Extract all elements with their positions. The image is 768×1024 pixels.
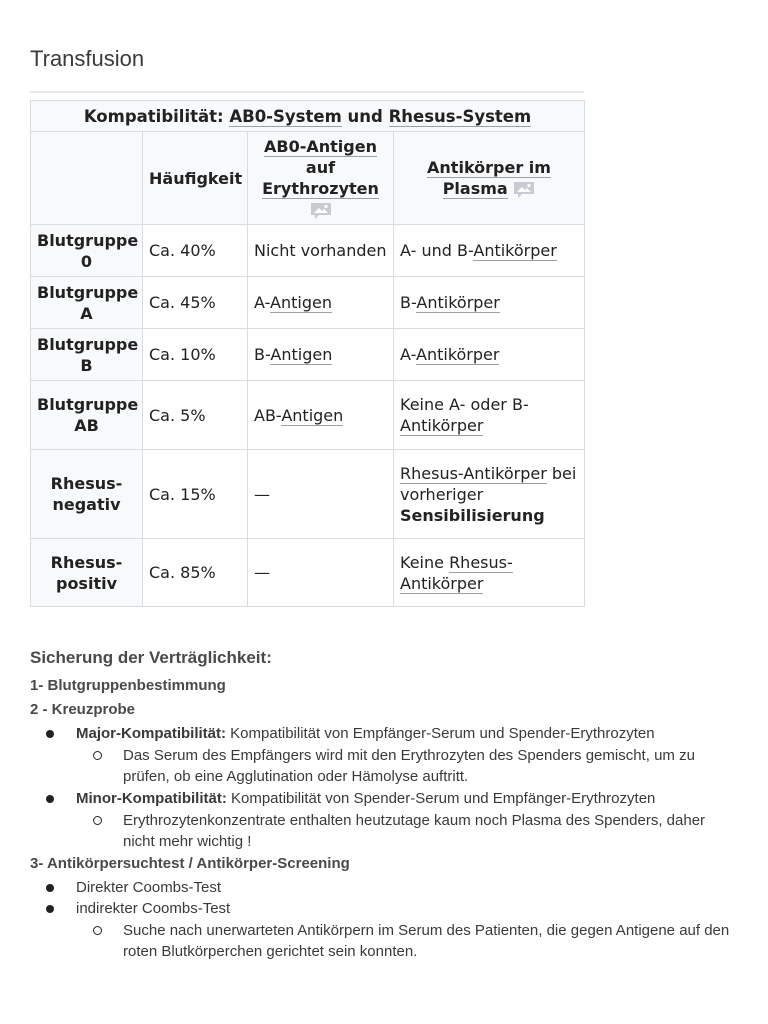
step-blood-typing: 1- Blutgruppenbestimmung [30, 677, 226, 694]
cell-frequency: Ca. 40% [143, 225, 248, 277]
major-label: Major-Kompatibilität: [76, 725, 226, 742]
cell-frequency: Ca. 45% [143, 277, 248, 329]
bullet-icon [46, 795, 54, 803]
antigen-text: A- [254, 293, 271, 312]
link-abo-system[interactable]: AB0-System [229, 107, 342, 126]
title-divider [30, 91, 584, 93]
antigen-text: AB- [254, 405, 282, 425]
antigen-text: B- [254, 345, 271, 364]
cell-antigen [248, 381, 394, 450]
image-icon[interactable] [513, 181, 535, 199]
cell-antigen [248, 329, 394, 381]
cell-frequency: Ca. 10% [143, 329, 248, 381]
row-header: Blutgruppe AB [31, 381, 143, 450]
antibody-text: Keine A- oder B- [400, 395, 529, 414]
row-header: Blutgruppe B [31, 329, 143, 381]
page-title: Transfusion [30, 46, 145, 71]
coombs-indirect: indirekter Coombs-Test [76, 900, 231, 917]
table-row [31, 225, 585, 277]
row-header: Blutgruppe 0 [31, 225, 143, 277]
major-detail: Das Serum des Empfängers wird mit den Erythrozyten des Spenders gemischt, um zu prüfen, ob eine Agglutination oder Hämolyse auftritt. [123, 747, 695, 785]
link-antikoerper[interactable]: Antikörper [416, 293, 500, 312]
bullet-icon [46, 730, 54, 738]
link-antigen[interactable]: Antigen [270, 293, 332, 312]
major-text: Kompatibilität von Empfänger-Serum und Spender-Erythrozyten [226, 725, 655, 742]
table-row [31, 277, 585, 329]
cell-frequency: Ca. 15% [143, 450, 248, 539]
table-row [31, 450, 585, 539]
cell-antigen [248, 277, 394, 329]
table-row [31, 539, 585, 607]
antibody-text: A- und B- [400, 241, 474, 260]
row-header: Rhesus-positiv [31, 539, 143, 607]
link-rhesus-antikoerper[interactable]: Rhesus-Antikörper [400, 552, 513, 593]
link-antikoerper[interactable]: Antikörper [416, 345, 500, 364]
section-heading: Sicherung der Verträglichkeit: [30, 648, 272, 667]
step-antibody-screening: 3- Antikörpersuchtest / Antikörper-Screening [30, 855, 350, 872]
bullet-icon [46, 884, 54, 892]
minor-detail: Erythrozytenkonzentrate enthalten heutzutage kaum noch Plasma des Spenders, daher nicht mehr wichtig ! [123, 812, 706, 850]
header-empty [31, 132, 143, 225]
antibody-text: bei vorheriger [400, 463, 577, 504]
cell-antigen [248, 539, 394, 607]
table-caption [31, 101, 585, 132]
link-antigen[interactable]: Antigen [281, 405, 344, 425]
table-row [31, 329, 585, 381]
caption-und: und [341, 107, 389, 126]
antigen-text: — [254, 563, 270, 582]
cell-frequency: Ca. 5% [143, 381, 248, 450]
link-abo-antigen[interactable]: AB0-Antigen [264, 137, 377, 156]
image-icon[interactable] [310, 202, 332, 220]
link-plasma[interactable]: Plasma [442, 179, 508, 198]
circle-bullet-icon [93, 926, 102, 935]
link-rhesus-system[interactable]: Rhesus-System [388, 107, 532, 126]
header-abo-auf: auf [305, 158, 336, 177]
cell-antibody [394, 381, 585, 450]
antibody-text: A- [400, 345, 417, 364]
cell-antigen [248, 225, 394, 277]
cell-antibody [394, 225, 585, 277]
link-erythrozyten[interactable]: Erythrozyten [262, 179, 379, 198]
bullet-icon [46, 905, 54, 913]
header-frequency: Häufigkeit [143, 132, 248, 225]
antibody-bold-text: Sensibilisierung [400, 505, 545, 525]
cell-antibody [394, 329, 585, 381]
antibody-text: Keine [400, 552, 450, 572]
circle-bullet-icon [93, 816, 102, 825]
link-antikoerper[interactable]: Antikörper [400, 416, 484, 435]
minor-text: Kompatibilität von Spender-Serum und Empfänger-Erythrozyten [226, 790, 656, 807]
link-antikoerper[interactable]: Antikörper im [427, 158, 551, 177]
header-abo-antigen [248, 132, 394, 225]
compatibility-table [30, 100, 585, 607]
minor-label: Minor-Kompatibilität: [76, 790, 227, 807]
cell-antigen [248, 450, 394, 539]
link-rhesus-antikoerper[interactable]: Rhesus-Antikörper [400, 463, 547, 483]
indirect-detail: Suche nach unerwarteten Antikörpern im Serum des Patienten, die gegen Antigene auf den roten Blutkörperchen gerichtet sein konnten. [123, 922, 730, 960]
coombs-direct: Direkter Coombs-Test [76, 879, 222, 896]
link-antigen[interactable]: Antigen [270, 345, 333, 364]
circle-bullet-icon [93, 751, 102, 760]
step-crossmatch: 2 - Kreuzprobe [30, 701, 136, 718]
antigen-text: Nicht vorhanden [254, 241, 387, 260]
table-row [31, 381, 585, 450]
row-header: Blutgruppe A [31, 277, 143, 329]
cell-antibody [394, 277, 585, 329]
antigen-text: — [254, 484, 270, 504]
cell-antibody [394, 539, 585, 607]
caption-prefix: Kompatibilität: [83, 107, 230, 126]
cell-antibody [394, 450, 585, 539]
link-antikoerper[interactable]: Antikörper [473, 241, 557, 260]
header-antibody [394, 132, 585, 225]
antibody-text: B- [400, 293, 417, 312]
row-header: Rhesus-negativ [31, 450, 143, 539]
cell-frequency: Ca. 85% [143, 539, 248, 607]
